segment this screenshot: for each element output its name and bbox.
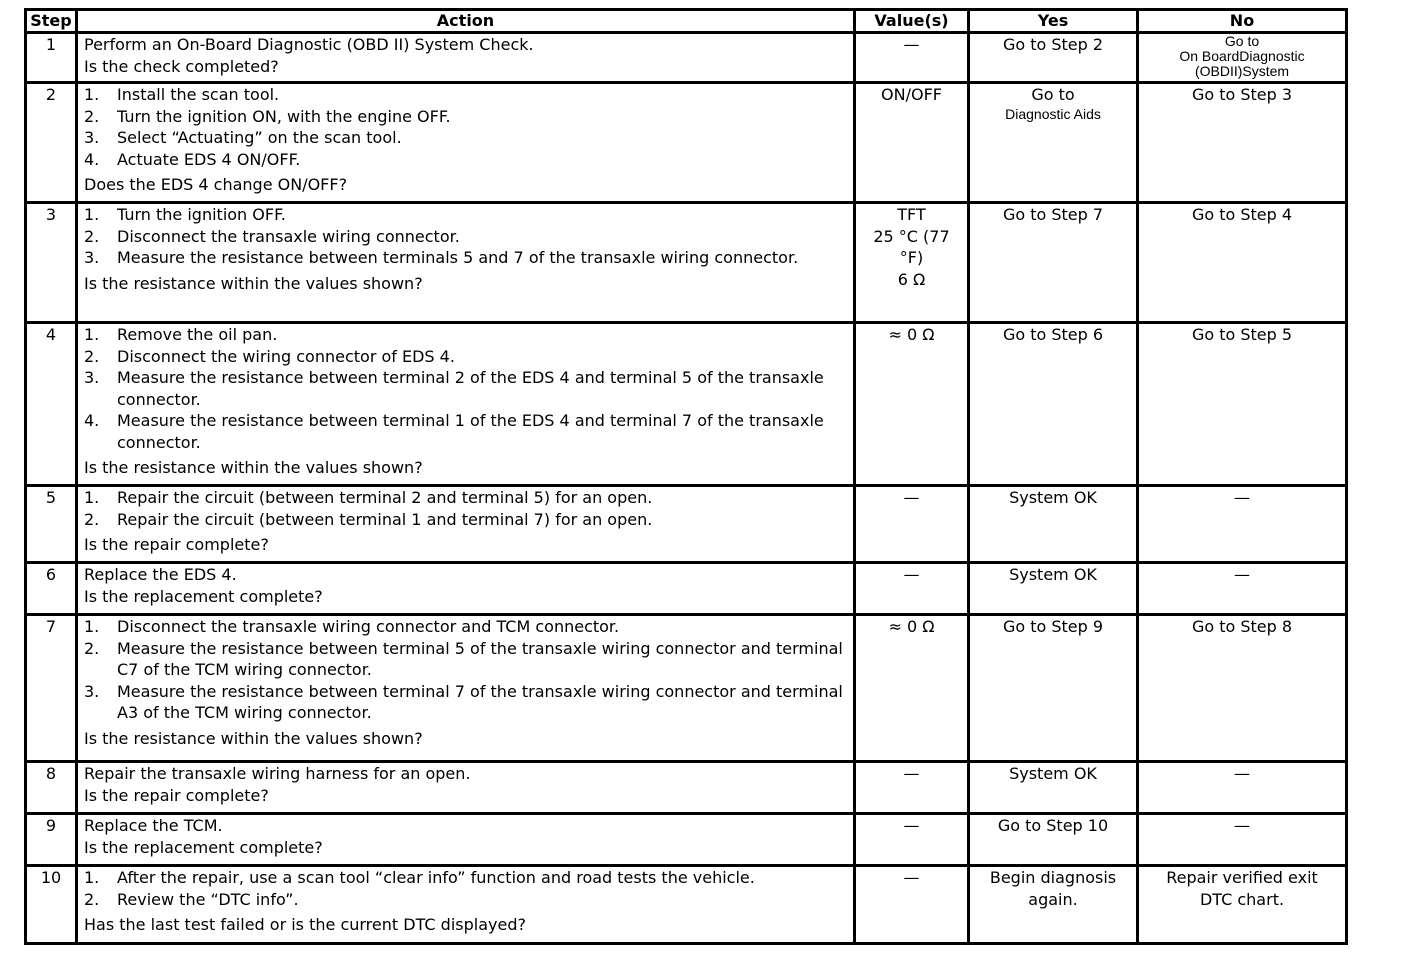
- action-cell: [77, 866, 855, 944]
- action-step-text: After the repair, use a scan tool “clear info” function and road tests the vehicle.: [117, 868, 755, 887]
- value-text: ≈ 0 Ω: [888, 325, 935, 344]
- action-step-text: Measure the resistance between terminal 5 of the transaxle wiring connector and terminal C7 of the TCM wiring connector.: [117, 638, 843, 679]
- action-question: Is the check completed?: [84, 56, 279, 76]
- action-cell: [77, 33, 855, 83]
- action-step-item: [84, 367, 847, 410]
- action-step-text: Disconnect the transaxle wiring connector.: [117, 226, 460, 246]
- table-body: [26, 33, 1347, 944]
- value-cell: [855, 563, 969, 615]
- no-cell: [1138, 203, 1347, 323]
- no-text: Go to Step 8: [1191, 617, 1293, 636]
- yes-cell: [969, 203, 1138, 323]
- yes-cell: [969, 762, 1138, 814]
- no-cell: [1138, 814, 1347, 866]
- yes-text: Go to Step 2: [1002, 35, 1104, 54]
- action-text: Replace the EDS 4.: [84, 565, 237, 584]
- value-text: —: [903, 868, 920, 887]
- no-text: Go to Step 3: [1191, 85, 1293, 104]
- no-text: On BoardDiagnostic: [1179, 48, 1305, 64]
- yes-text: Go to Step 10: [997, 816, 1109, 835]
- no-text: —: [1234, 764, 1250, 783]
- action-step-number: 3.: [84, 248, 100, 267]
- action-cell: [77, 563, 855, 615]
- action-step-text: Remove the oil pan.: [117, 325, 278, 344]
- action-step-text: Turn the ignition OFF.: [117, 205, 286, 224]
- no-text: (OBDII)System: [1194, 63, 1290, 79]
- value-cell: [855, 814, 969, 866]
- value-cell: [855, 615, 969, 762]
- value-text: —: [903, 488, 920, 507]
- action-cell: [77, 203, 855, 323]
- no-cell: [1138, 762, 1347, 814]
- action-steps-list: [84, 84, 847, 170]
- no-cell: [1138, 83, 1347, 203]
- action-step-item: [84, 84, 847, 106]
- action-cell: [77, 615, 855, 762]
- value-text: ≈ 0 Ω: [888, 617, 935, 636]
- value-cell: [855, 762, 969, 814]
- action-step-number: 3.: [84, 681, 100, 701]
- no-text: —: [1234, 565, 1250, 584]
- action-steps-list: [84, 324, 847, 453]
- step-number: 9: [26, 814, 77, 866]
- action-step-text: Disconnect the wiring connector of EDS 4.: [117, 346, 455, 366]
- action-step-item: [84, 324, 847, 346]
- action-step-text: Measure the resistance between terminal 1 of the EDS 4 and terminal 7 of the transaxle connector.: [117, 411, 824, 452]
- action-step-text: Review the “DTC info”.: [117, 889, 299, 909]
- value-cell: [855, 486, 969, 563]
- header-step: Step: [26, 10, 77, 33]
- action-step-item: [84, 149, 847, 171]
- action-step-number: 2.: [84, 638, 100, 658]
- action-step-text: Measure the resistance between terminals 5 and 7 of the transaxle wiring connector.: [117, 248, 799, 267]
- action-step-item: [84, 346, 847, 368]
- action-question: Is the replacement complete?: [84, 586, 323, 606]
- step-number: 2: [26, 83, 77, 203]
- action-step-number: 4.: [84, 149, 100, 169]
- no-cell: [1138, 486, 1347, 563]
- action-cell: [77, 486, 855, 563]
- yes-cell: [969, 323, 1138, 486]
- yes-text: again.: [1028, 889, 1078, 909]
- no-cell: [1138, 866, 1347, 944]
- action-text: Repair the transaxle wiring harness for an open.: [84, 764, 471, 783]
- yes-text: System OK: [1009, 565, 1097, 584]
- step-number: 6: [26, 563, 77, 615]
- header-action: Action: [77, 10, 855, 33]
- action-cell: [77, 323, 855, 486]
- action-step-number: 1.: [84, 488, 100, 507]
- yes-text: System OK: [1009, 764, 1097, 783]
- table-row: [26, 762, 1347, 814]
- action-cell: [77, 83, 855, 203]
- action-steps-list: [84, 867, 847, 910]
- value-cell: [855, 33, 969, 83]
- action-step-number: 3.: [84, 128, 100, 147]
- yes-cell: [969, 814, 1138, 866]
- action-step-number: 2.: [84, 106, 100, 126]
- action-step-item: [84, 127, 847, 149]
- step-number: 3: [26, 203, 77, 323]
- no-cell: [1138, 33, 1347, 83]
- action-question: Is the resistance within the values shown?: [84, 458, 423, 477]
- header-row: [26, 10, 1347, 33]
- action-step-number: 1.: [84, 85, 100, 104]
- yes-cell: [969, 83, 1138, 203]
- action-question: Has the last test failed or is the current DTC displayed?: [84, 915, 526, 934]
- value-text: ON/OFF: [881, 85, 942, 104]
- value-text: 6 Ω: [897, 269, 926, 289]
- action-question: Does the EDS 4 change ON/OFF?: [84, 175, 348, 194]
- yes-text: Diagnostic Aids: [1005, 105, 1101, 122]
- header-yes: Yes: [969, 10, 1138, 33]
- step-number: 10: [26, 866, 77, 944]
- action-steps-list: [84, 616, 847, 724]
- action-step-text: Select “Actuating” on the scan tool.: [117, 128, 402, 147]
- no-cell: [1138, 615, 1347, 762]
- action-step-number: 2.: [84, 889, 100, 909]
- yes-cell: [969, 866, 1138, 944]
- action-step-number: 1.: [84, 868, 100, 887]
- yes-text: Go to Step 7: [1002, 205, 1104, 224]
- step-number: 4: [26, 323, 77, 486]
- yes-text: Begin diagnosis: [989, 868, 1117, 887]
- value-text: TFT: [897, 205, 926, 224]
- action-step-item: [84, 487, 847, 509]
- action-step-item: [84, 509, 847, 531]
- action-step-text: Repair the circuit (between terminal 2 and terminal 5) for an open.: [117, 488, 653, 507]
- action-question: Is the replacement complete?: [84, 837, 323, 857]
- action-step-item: [84, 410, 847, 453]
- table-row: [26, 83, 1347, 203]
- step-number: 1: [26, 33, 77, 83]
- action-step-item: [84, 867, 847, 889]
- table-row: [26, 615, 1347, 762]
- action-step-item: [84, 247, 847, 269]
- no-text: Go to Step 5: [1191, 325, 1293, 344]
- action-step-number: 2.: [84, 509, 100, 529]
- action-step-item: [84, 226, 847, 248]
- action-step-text: Install the scan tool.: [117, 85, 280, 104]
- yes-text: Go to Step 6: [1002, 325, 1104, 344]
- action-step-number: 2.: [84, 226, 100, 246]
- action-step-number: 1.: [84, 325, 100, 344]
- no-text: Go to Step 4: [1191, 205, 1293, 224]
- yes-cell: [969, 563, 1138, 615]
- diagnostic-table: [24, 8, 1348, 945]
- action-question: Is the resistance within the values shown?: [84, 273, 423, 293]
- action-step-number: 1.: [84, 617, 100, 636]
- no-text: Repair verified exit: [1166, 868, 1318, 887]
- action-step-item: [84, 616, 847, 638]
- action-question: Is the repair complete?: [84, 535, 269, 554]
- step-number: 7: [26, 615, 77, 762]
- table-row: [26, 814, 1347, 866]
- action-step-text: Disconnect the transaxle wiring connector and TCM connector.: [117, 617, 620, 636]
- yes-text: Go to: [1031, 85, 1075, 104]
- action-step-number: 2.: [84, 346, 100, 366]
- action-question: Is the resistance within the values shown?: [84, 728, 423, 748]
- action-step-item: [84, 681, 847, 724]
- yes-text: Go to Step 9: [1002, 617, 1104, 636]
- table-row: [26, 563, 1347, 615]
- action-step-text: Measure the resistance between terminal 7 of the transaxle wiring connector and terminal A3 of the TCM wiring connector.: [117, 681, 843, 722]
- action-cell: [77, 762, 855, 814]
- step-number: 5: [26, 486, 77, 563]
- table-row: [26, 486, 1347, 563]
- no-cell: [1138, 563, 1347, 615]
- value-text: —: [903, 565, 920, 584]
- no-text: DTC chart.: [1199, 889, 1285, 909]
- action-step-text: Actuate EDS 4 ON/OFF.: [117, 149, 301, 169]
- value-text: —: [903, 764, 920, 783]
- yes-cell: [969, 486, 1138, 563]
- action-steps-list: [84, 204, 847, 269]
- action-question: Is the repair complete?: [84, 785, 269, 805]
- action-cell: [77, 814, 855, 866]
- action-step-item: [84, 204, 847, 226]
- table-row: [26, 203, 1347, 323]
- value-cell: [855, 83, 969, 203]
- no-text: Go to: [1224, 33, 1260, 49]
- action-step-text: Repair the circuit (between terminal 1 and terminal 7) for an open.: [117, 509, 653, 529]
- yes-cell: [969, 615, 1138, 762]
- action-step-text: Measure the resistance between terminal 2 of the EDS 4 and terminal 5 of the transaxle connector.: [117, 368, 824, 409]
- value-text: —: [903, 35, 920, 54]
- action-text: Replace the TCM.: [84, 816, 223, 835]
- no-cell: [1138, 323, 1347, 486]
- yes-cell: [969, 33, 1138, 83]
- action-step-text: Turn the ignition ON, with the engine OFF.: [117, 106, 451, 126]
- value-cell: [855, 203, 969, 323]
- no-text: —: [1234, 816, 1250, 835]
- value-cell: [855, 323, 969, 486]
- action-step-number: 4.: [84, 411, 100, 430]
- header-no: No: [1138, 10, 1347, 33]
- no-text: —: [1234, 488, 1250, 507]
- table-row: [26, 323, 1347, 486]
- table-row: [26, 33, 1347, 83]
- action-step-item: [84, 106, 847, 128]
- step-number: 8: [26, 762, 77, 814]
- action-text: Perform an On-Board Diagnostic (OBD II) System Check.: [84, 35, 534, 54]
- action-step-number: 3.: [84, 368, 100, 387]
- action-step-item: [84, 638, 847, 681]
- table-row: [26, 866, 1347, 944]
- value-text: 25 °C (77 °F): [873, 226, 950, 267]
- action-step-item: [84, 889, 847, 911]
- value-cell: [855, 866, 969, 944]
- value-text: —: [903, 816, 920, 835]
- yes-text: System OK: [1009, 488, 1097, 507]
- action-steps-list: [84, 487, 847, 530]
- action-step-number: 1.: [84, 205, 100, 224]
- header-values: Value(s): [855, 10, 969, 33]
